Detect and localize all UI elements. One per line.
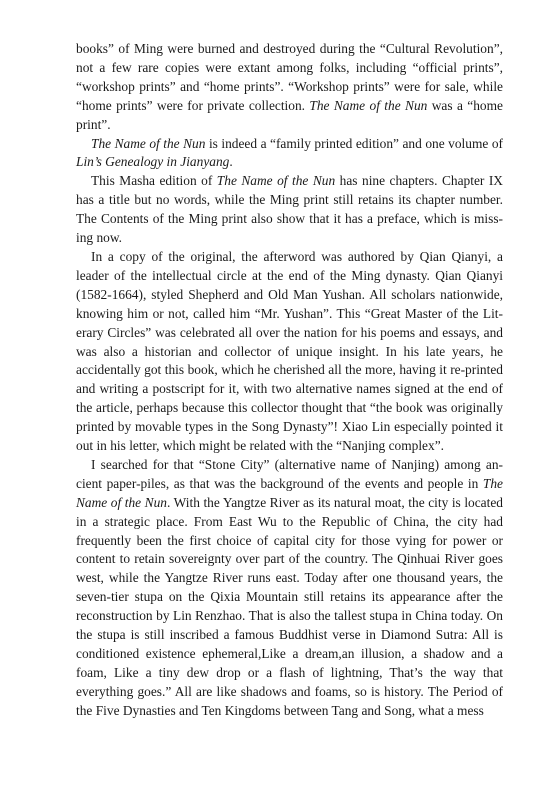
- paragraph-home-prints: [76, 40, 503, 135]
- text-segment: books” of Ming were burned and destroyed during the “Cultural Revolution”, not a few rare copies were extant among folks, including “official prints”, “workshop prints” and “home prints”. “Workshop prints” were for sale, while “home prints” were for private collection.: [76, 41, 503, 113]
- book-page: [76, 40, 503, 721]
- book-title-italic: The Name of the Nun: [309, 97, 428, 113]
- paragraph-masha-edition: [76, 172, 503, 248]
- text-segment: was a “home print”.: [76, 97, 503, 132]
- text-segment: . With the Yangtze River as its natural moat, the city is located in a strategic place. From East Wu to the Republic of China, the city had frequently been the first choice of capital city for those vying for power or content to retain sovereignty over part of the country. The Qinhuai River goes west, while the Yangtze River runs east. Today after one thousand years, the seven-tier stupa on the Qixia Mountain still retains its appearance after the reconstruction by Lin Renzhao. That is also the tallest stupa in China today. On the stupa is still inscribed a famous Buddhist verse in Diamond Sutra: All is conditioned existence ephemeral,Like a dream,an illusion, a shadow and a foam, Like a tiny dew drop or a flash of lightning, That’s the way that everything goes.” All are like shadows and foams, so is history. The Period of the Five Dynasties and Ten Kingdoms between Tang and Song, what a mess: [76, 494, 503, 718]
- genealogy-title-italic: Lin’s Genealogy in Jianyang: [76, 154, 230, 170]
- paragraph-stone-city: [76, 456, 503, 721]
- paragraph-family-edition: [76, 135, 503, 173]
- book-title-italic: The Name of the Nun: [216, 173, 336, 189]
- paragraph-qian-qianyi: [76, 248, 503, 456]
- text-segment: I searched for that “Stone City” (alternative name of Nanjing) among ancient paper-piles, as that was the background of the events and people in: [76, 456, 503, 491]
- text-segment: This Masha edition of: [91, 173, 217, 189]
- text-segment: is indeed a “family printed edition” and one volume of: [205, 135, 503, 151]
- book-title-italic: The Name of the Nun: [91, 135, 206, 151]
- text-segment: .: [229, 154, 233, 170]
- text-segment: In a copy of the original, the afterword was authored by Qian Qianyi, a leader of the intellectual circle at the end of the Ming dynasty. Qian Qianyi (1582-1664), styled Shepherd and Old Man Yushan. All scholars nationwide, knowing him or not, called him “Mr. Yushan”. This “Great Master of the Literary Circles” was celebrated all over the nation for his poems and essays, and was also a historian and collector of unique insight. In his late years, he accidentally got this book, which he cherished all the more, having it re-printed and writing a postscript for it, with two alternative names signed at the end of the article, perhaps because this collector thought that “the book was originally printed by movable types in the Song Dynasty”! Xiao Lin especially pointed it out in his letter, which might be related with the “Nanjing complex”.: [76, 248, 503, 454]
- book-title-italic: The Name of the Nun: [76, 475, 503, 510]
- text-segment: has nine chapters. Chapter IX has a title but no words, while the Ming print still retains its chapter number. The Contents of the Ming print also show that it has a preface, which is missing now.: [76, 173, 503, 246]
